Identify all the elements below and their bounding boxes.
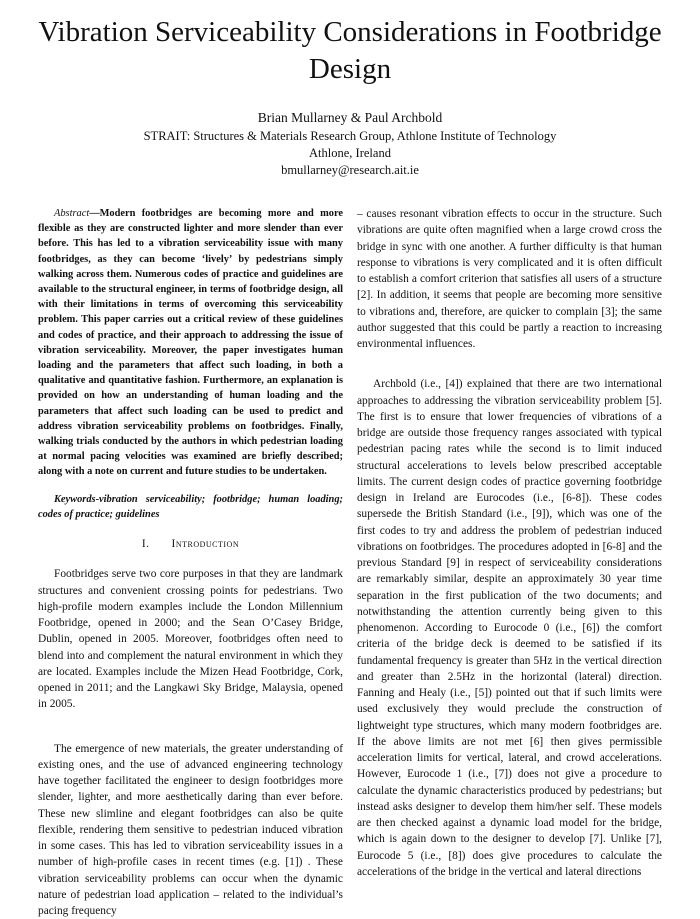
keywords-paragraph: Keywords-vibration serviceability; footbridge; human loading; codes of practice; guidelines [38,493,343,520]
left-column [38,206,343,919]
section-heading [38,536,343,552]
abstract-label: Abstract [54,208,90,219]
paper-authors: Brian Mullarney & Paul Archbold [257,110,443,125]
section-number: I. [141,538,150,551]
body-paragraph: Archbold (i.e., [4]) explained that there are two international approaches to addressing the vibration serviceability problem [5]. The first is to ensure that lower frequencies of vibrations of a bridge are outside those frequency ranges associated with typical pedestrian pacing rates while the second is to limit induced structural accelerations to levels below prescribed acceptable limits. The current design codes of practice governing footbridge design in Ireland are Eurocodes (i.e., [6-8]). These codes supersede the British Standard (i.e., [9]), which was one of the first codes to try and address the problem of pedestrian induced vibrations on footbridges. The procedures adopted in [6-8] and the previous Standard [9] in respect of serviceability considerations are remarkably similar, despite an approximately 30 year time separation in the first publication of the two documents; and notwithstanding the attention currently being given to this phenomenon. According to Eurocode 0 (i.e., [6]) the comfort criteria of the bridge deck is deemed to be satisfied if its fundamental frequency is greater than 5Hz in the vertical direction and greater than 2.5Hz in the horizontal (lateral) direction. Fanning and Healy (i.e., [5]) pointed out that if such limits were used exclusively they would preclude the construction of lightweight type structures, which many modern footbridges are. If the above limits are not met [6] then gives permissible acceleration limits for vertical, lateral, and crowd accelerations. However, Eurocode 1 (i.e., [7]) does not give a procedure to calculate the dynamic characteristics produced by pedestrians; but instead asks designer to develop them him/her self. These models are then checked against a dynamic load model for the bridge, which is again down to the designer to develop [7]. Unlike [7], Eurocode 5 (i.e., [8]) does give procedures to calculate the accelerations of the bridge in the vertical and lateral directions [357,378,662,878]
body-paragraph: Footbridges serve two core purposes in that they are landmark structures and convenient crossing points for pedestrians. Two high-profile modern examples include the London Millennium Footbridge, opened in 2000; and the Sean O’Casey Bridge, Dublin, opened in 2005. Moreover, footbridges often need to blend into and complement the natural environment in which they are located. Examples include the Mizen Head Footbridge, Cork, opened in 2011; and the Langkawi Sky Bridge, Malaysia, opened in 2005. [38,568,343,711]
abstract-text: —Modern footbridges are becoming more and more flexible as they are constructed lighter and more slender than ever before. This has led to a vibration serviceability issue with many footbridges, as they can become ‘lively’ by pedestrians simply walking across them. Numerous codes of practice and guidelines are available to the structural engineer, in terms of footbridge design, all with their limitations in terms of overcoming this serviceability problem. This paper carries out a critical review of these guidelines and codes of practice, and their approach to addressing the issue of vibration serviceability. Moreover, the paper investigates human loading and the parameters that affect such loading, in both a qualitative and quantitative fashion. Furthermore, an explanation is provided on how an understanding of human loading and the parameters that affect such loading can be used to predict and address vibration serviceability problems on footbridges. Finally, walking trials conducted by the authors in which pedestrian loading at normal pacing velocities was examined are briefly described; along with a note on current and future studies to be undertaken. [38,208,343,478]
body-paragraph: The emergence of new materials, the greater understanding of existing ones, and the use of advanced engineering technology have together facilitated the engineer to design footbridges more slender, lighter, and more aesthetically daring than ever before. These new slimline and elegant footbridges can also be quite flexible, rendering them sensitive to pedestrian induced vibration in some cases. This has led to vibration serviceability issues in a number of high-profile cases in recent times (e.g. [1]) . These vibration serviceability problems can occur when the dynamic nature of pedestrian load application – related to the individual’s pacing frequency [38,742,343,918]
affiliation-line: STRAIT: Structures & Materials Research Group, Athlone Institute of Technology [143,129,557,143]
right-column [357,206,662,880]
affiliation-block [0,128,700,179]
abstract-paragraph [38,206,343,480]
author-email: bmullarney@research.ait.ie [281,163,419,177]
section-title: Introduction [171,538,240,551]
paper-title: Vibration Serviceability Considerations in Footbridge Design [38,16,662,85]
affiliation-line: Athlone, Ireland [309,146,391,160]
body-paragraph: – causes resonant vibration effects to occur in the structure. Such vibrations are quite often magnified when a large crowd cross the bridge in sync with one another. A further difficulty is that human response to vibrations is very complicated and it is often difficult to establish a comfort criterion that satisfies all users of a structure [2]. In addition, it seems that people are becoming more sensitive to vibrations and, therefore, are quicker to complain [3]; the same author suggested that this could be partly a reaction to increasing environmental influences. [357,208,662,350]
